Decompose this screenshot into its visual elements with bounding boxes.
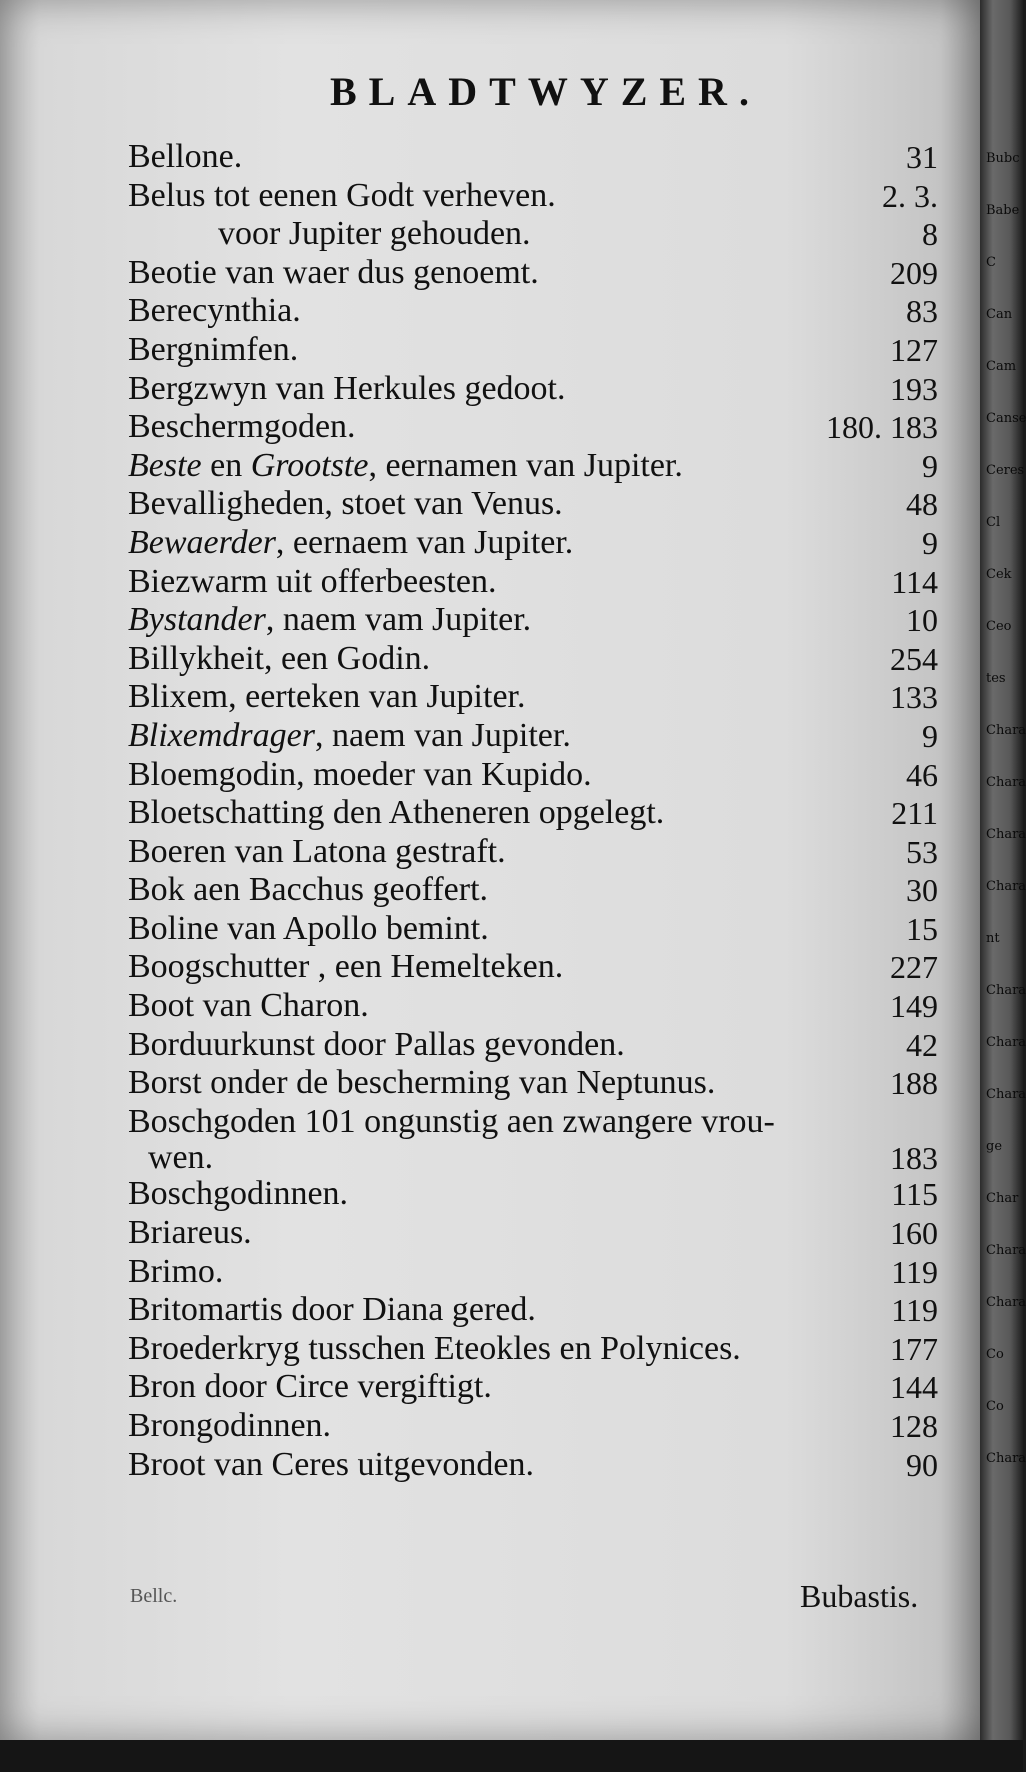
- entry-term: [128, 1368, 492, 1407]
- entry-page-number: 211: [891, 795, 938, 832]
- facing-page-fragment: Ceres: [986, 463, 1025, 478]
- entry-page-number: 188: [890, 1065, 938, 1102]
- facing-page-fragment: Chara: [986, 1035, 1026, 1050]
- entry-term: [128, 1407, 331, 1446]
- facing-page-fragment: Char: [986, 1191, 1019, 1206]
- entry-page-number: 133: [890, 679, 938, 716]
- entry-page-number: 30: [906, 872, 938, 909]
- index-entry: [128, 1026, 938, 1065]
- page-header: BLADTWYZER.: [330, 69, 761, 114]
- entry-text: Boeren van Latona gestraft.: [128, 832, 506, 870]
- facing-page-fragment: Chara: [986, 1243, 1026, 1258]
- entry-term: [128, 524, 573, 563]
- entry-page-number: 90: [906, 1446, 938, 1483]
- entry-text: voor Jupiter gehouden.: [218, 215, 531, 253]
- entry-page-number: 53: [906, 833, 938, 870]
- index-entry: [128, 833, 938, 872]
- entry-term: [128, 447, 683, 486]
- facing-page-fragment: C: [986, 255, 996, 270]
- entry-text: Briareus.: [128, 1214, 252, 1252]
- entry-text: Britomartis door Diana gered.: [128, 1291, 536, 1329]
- entry-text: Blixem, eerteken van Jupiter.: [128, 678, 526, 716]
- index-entry: [128, 948, 938, 987]
- index-entry: [128, 1330, 938, 1369]
- entry-text: Bellone.: [128, 138, 243, 175]
- entry-text: Biezwarm uit offerbeesten.: [128, 562, 497, 600]
- entry-text: Beotie van waer dus genoemt.: [128, 253, 539, 291]
- entry-text: Bergzwyn van Herkules gedoot.: [128, 369, 566, 407]
- entry-page-number: 114: [891, 563, 938, 600]
- entry-italic-term: Bewaerder: [128, 523, 276, 561]
- facing-page-fragment: Chara: [986, 1451, 1026, 1466]
- entry-term: [128, 1253, 223, 1292]
- entry-page-number: 8: [922, 216, 938, 253]
- entry-page-number: 127: [890, 331, 938, 368]
- index-entry: [128, 1141, 938, 1175]
- index-entry: [128, 408, 938, 447]
- entry-text: Beschermgoden.: [128, 408, 356, 446]
- entry-term: [128, 1446, 534, 1485]
- entry-term: [148, 1141, 213, 1175]
- facing-page-fragment: Chara: [986, 827, 1026, 842]
- entry-page-number: 254: [890, 640, 938, 677]
- entry-page-number: 83: [906, 293, 938, 330]
- entry-page-number: 149: [890, 988, 938, 1025]
- index-entry: [128, 254, 938, 293]
- entry-term: [128, 331, 298, 370]
- entry-term: [128, 601, 531, 640]
- entry-page-number: 227: [890, 949, 938, 986]
- entry-term: [218, 215, 531, 254]
- scan-bottom-band: [0, 1740, 1023, 1772]
- index-entry: [128, 524, 938, 563]
- facing-page-fragment: tes: [986, 671, 1006, 686]
- entry-page-number: 48: [906, 486, 938, 523]
- entry-text: Bloetschatting den Atheneren opgelegt.: [128, 794, 665, 832]
- index-entry: [128, 910, 938, 949]
- entry-term: [128, 910, 489, 949]
- index-entry: [128, 601, 938, 640]
- entry-text: Belus tot eenen Godt verheven.: [128, 176, 556, 214]
- index-entry: [128, 987, 938, 1026]
- facing-page-fragment: ge: [986, 1139, 1003, 1154]
- entry-term: [128, 640, 430, 679]
- facing-page-fragment: Babe: [986, 203, 1020, 218]
- entry-term: [128, 678, 526, 717]
- index-entry: [128, 447, 938, 486]
- entry-term: [128, 1330, 741, 1369]
- entry-text: Bok aen Bacchus geoffert.: [128, 871, 489, 909]
- entry-page-number: 9: [922, 447, 938, 484]
- entry-page-number: 144: [890, 1369, 938, 1406]
- index-entry: [128, 1103, 938, 1142]
- catchword: Bubastis.: [800, 1578, 919, 1614]
- entry-page-number: 10: [906, 602, 938, 639]
- entry-term: [128, 254, 539, 293]
- facing-page-fragment: Bubc: [986, 151, 1020, 166]
- facing-page-fragment: Ceo: [986, 619, 1012, 634]
- facing-page-fragment: Chara: [986, 775, 1026, 790]
- entry-term: [128, 563, 497, 602]
- entry-text: Bergnimfen.: [128, 330, 299, 368]
- index-entry: [128, 1368, 938, 1407]
- index-entry: [128, 370, 938, 409]
- index-entry: [128, 1253, 938, 1292]
- entry-term: [128, 794, 664, 833]
- entry-term: [128, 833, 506, 872]
- index-entry: [128, 1407, 938, 1446]
- entry-text: Brimo.: [128, 1252, 224, 1290]
- facing-page-fragment: Chara: [986, 879, 1026, 894]
- entry-term: [128, 1291, 536, 1330]
- entry-page-number: 128: [890, 1408, 938, 1444]
- index-entries: [128, 138, 938, 1484]
- index-entry: [128, 717, 938, 756]
- entry-page-number: 180. 183: [826, 409, 938, 446]
- entry-text: , eernamen van Jupiter.: [368, 446, 683, 484]
- entry-text: Boschgoden 101 ongunstig aen zwangere vrou-: [128, 1102, 775, 1140]
- entry-term: [128, 948, 563, 987]
- facing-page-fragment: Cek: [986, 567, 1012, 582]
- facing-page-fragment: Cam: [986, 359, 1017, 374]
- entry-term: [128, 408, 356, 447]
- facing-page-fragment: Co: [986, 1399, 1004, 1414]
- index-entry: [128, 215, 938, 254]
- entry-text: Boline van Apollo bemint.: [128, 909, 489, 947]
- entry-page-number: 177: [890, 1330, 938, 1367]
- facing-page-fragment: Chara: [986, 1087, 1026, 1102]
- entry-text: Brongodinnen.: [128, 1407, 332, 1444]
- entry-term: [128, 871, 488, 910]
- entry-text: , eernaem van Jupiter.: [275, 523, 574, 561]
- facing-page-fragment: Chara: [986, 1295, 1026, 1310]
- entry-page-number: 42: [906, 1026, 938, 1063]
- index-entry: [128, 331, 938, 370]
- facing-page-fragment: Chara: [986, 723, 1026, 738]
- entry-page-number: 183: [890, 1140, 938, 1177]
- entry-text: Borst onder de bescherming van Neptunus.: [128, 1064, 716, 1102]
- entry-page-number: 119: [891, 1292, 938, 1329]
- index-entry: [128, 177, 938, 216]
- entry-italic-term: Bystander: [128, 601, 266, 639]
- entry-text: Boschgodinnen.: [128, 1175, 349, 1213]
- facing-page-fragment: Can: [986, 307, 1013, 322]
- index-entry: [128, 756, 938, 795]
- entry-term: [128, 292, 301, 331]
- index-entry: [128, 678, 938, 717]
- index-entry: [128, 1446, 938, 1485]
- index-entry: [128, 1214, 938, 1253]
- entry-text: Boot van Charon.: [128, 987, 369, 1025]
- index-entry: [128, 138, 938, 177]
- entry-page-number: 15: [906, 910, 938, 947]
- facing-page-fragment: Co: [986, 1347, 1004, 1362]
- entry-term: [128, 717, 571, 756]
- entry-term: [128, 485, 563, 524]
- entry-term: [128, 177, 556, 216]
- entry-page-number: 46: [906, 756, 938, 793]
- entry-text: Borduurkunst door Pallas gevonden.: [128, 1025, 625, 1063]
- entry-text: Broot van Ceres uitgevonden.: [128, 1445, 535, 1483]
- index-entry: [128, 794, 938, 833]
- entry-text: , naem van Jupiter.: [314, 716, 571, 754]
- entry-italic-term: Beste: [128, 446, 202, 484]
- entry-term: [128, 138, 242, 177]
- entry-page-number: 115: [891, 1176, 938, 1213]
- entry-page-number: 31: [906, 139, 938, 175]
- index-entry: [128, 1064, 938, 1103]
- entry-text: Bloemgodin, moeder van Kupido.: [128, 755, 592, 793]
- entry-text: Billykheit, een Godin.: [128, 639, 431, 677]
- entry-page-number: 193: [890, 370, 938, 407]
- entry-term: [128, 1064, 715, 1103]
- index-entry: [128, 871, 938, 910]
- entry-page-number: 160: [890, 1215, 938, 1252]
- entry-term: [128, 370, 565, 409]
- signature-mark: Bellc.: [130, 1585, 178, 1607]
- entry-term: [128, 1026, 625, 1065]
- entry-page-number: 209: [890, 254, 938, 291]
- entry-term: [128, 756, 592, 795]
- entry-text: Bron door Circe vergiftigt.: [128, 1368, 492, 1406]
- index-entry: [128, 563, 938, 602]
- entry-term: [128, 1103, 775, 1142]
- entry-italic-term: Blixemdrager: [128, 716, 315, 754]
- facing-page-fragment: nt: [986, 931, 1000, 946]
- entry-page-number: 2. 3.: [882, 177, 938, 214]
- entry-page-number: 9: [922, 717, 938, 754]
- entry-term: [128, 1214, 252, 1253]
- entry-term: [128, 1175, 348, 1214]
- entry-italic-term: Grootste: [250, 446, 369, 484]
- entry-page-number: 9: [922, 524, 938, 561]
- facing-page-fragment: Chara: [986, 983, 1026, 998]
- entry-text: Bevalligheden, stoet van Venus.: [128, 485, 563, 523]
- entry-text: Berecynthia.: [128, 292, 301, 330]
- facing-page-fragments: [986, 150, 1026, 1502]
- index-entry: [128, 485, 938, 524]
- entry-text: wen.: [148, 1139, 214, 1177]
- index-entry: [128, 292, 938, 331]
- entry-text: Boogschutter , een Hemelteken.: [128, 948, 564, 986]
- entry-text: Broederkryg tusschen Eteokles en Polynices.: [128, 1329, 741, 1367]
- entry-term: [128, 987, 369, 1026]
- facing-page-fragment: Cl: [986, 515, 1001, 530]
- entry-text: , naem vam Jupiter.: [265, 601, 532, 639]
- index-entry: [128, 1175, 938, 1214]
- entry-text: en: [201, 446, 251, 484]
- entry-page-number: 119: [891, 1253, 938, 1290]
- facing-page-fragment: Canse: [986, 411, 1026, 426]
- index-entry: [128, 640, 938, 679]
- index-entry: [128, 1291, 938, 1330]
